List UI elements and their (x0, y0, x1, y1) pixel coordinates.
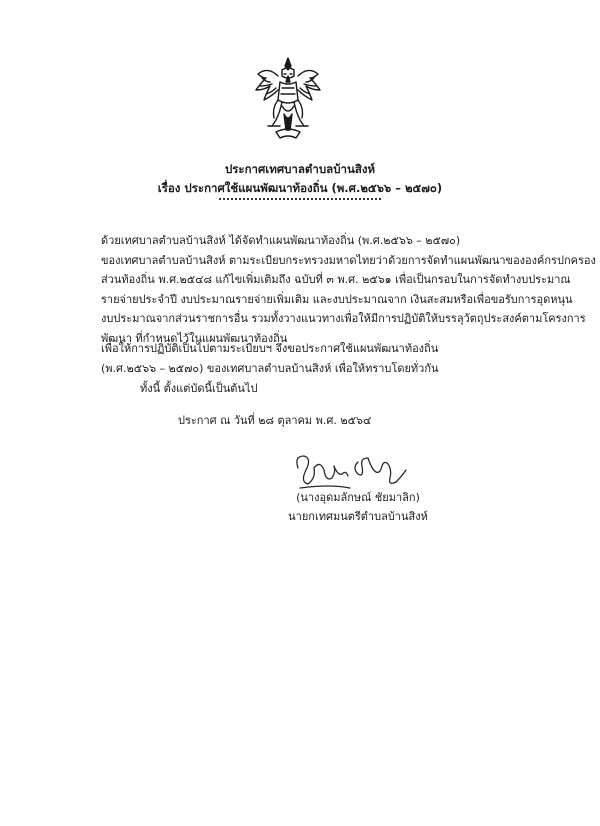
announcement-header (0, 160, 600, 198)
effective-statement: ทั้งนี้ ตั้งแต่บัดนี้เป็นต้นไป (140, 382, 258, 395)
paragraph-1-line: ของเทศบาลตำบลบ้านสิงห์ ตามระเบียบกระทรวงมหาดไทยว่าด้วยการจัดทำแผนพัฒนาขององค์กรปกครอง (101, 253, 596, 267)
paragraph-2 (101, 339, 553, 378)
paragraph-1-line: งบประมาณจากส่วนราชการอื่น รวมทั้งวางแนวทางเพื่อให้มีการปฏิบัติให้บรรลุวัตถุประสงค์ตามโครงการ (101, 312, 586, 325)
garuda-emblem-icon (252, 56, 324, 140)
paragraph-1-line: พัฒนา ที่กำหนดไว้ในแผนพัฒนาท้องถิ่น (101, 331, 288, 345)
dotted-divider (219, 198, 381, 200)
paragraph-1 (101, 231, 596, 348)
announcement-subject: เรื่อง ประกาศใช้แผนพัฒนาท้องถิ่น (พ.ศ.๒๕๖๖ – ๒๕๗๐) (157, 181, 443, 195)
paragraph-1-line: ด้วยเทศบาลตำบลบ้านสิงห์ ได้จัดทำแผนพัฒนาท้องถิ่น (พ.ศ.๒๕๖๖ – ๒๕๗๐) (101, 234, 461, 247)
paragraph-1-line: รายจ่ายประจำปี งบประมาณรายจ่ายเพิ่มเติม และงบประมาณจาก เงินสะสมหรือเพื่อขอรับการอุดหนุน (101, 292, 573, 306)
announcement-date: ประกาศ ณ วันที่ ๒๘ ตุลาคม พ.ศ. ๒๕๖๔ (178, 414, 372, 427)
paragraph-2-line: เพื่อให้การปฏิบัติเป็นไปตามระเบียบฯ จึงขอประกาศใช้แผนพัฒนาท้องถิ่น (101, 342, 439, 355)
paragraph-2-line: (พ.ศ.๒๕๖๖ – ๒๕๗๐) ของเทศบาลตำบลบ้านสิงห์ เพื่อให้ทราบโดยทั่วกัน (101, 361, 439, 375)
announcement-title: ประกาศเทศบาลตำบลบ้านสิงห์ (224, 162, 376, 176)
paragraph-1-line: ส่วนท้องถิ่น พ.ศ.๒๕๔๘ แก้ไขเพิ่มเติมถึง ฉบับที่ ๓ พ.ศ. ๒๕๖๑ เพื่อเป็นกรอบในการจัดทำงบประมาณ (101, 273, 571, 286)
signer-position: นายกเทศมนตรีตำบลบ้านสิงห์ (288, 510, 428, 523)
signer-name: (นางอุดมลักษณ์ ชัยมาลิก) (296, 491, 420, 504)
